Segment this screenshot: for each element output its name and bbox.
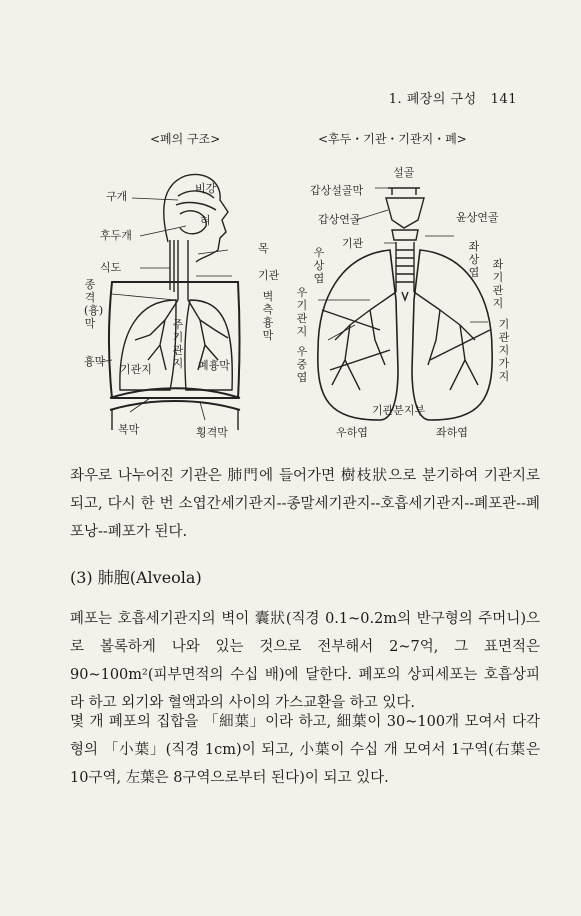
section-header: 1. 폐장의 구성 (388, 92, 477, 107)
right-lung-fissures (322, 310, 390, 370)
label-right-lower-lobe: 우하엽 (336, 426, 368, 439)
label-palate: 구개 (106, 190, 128, 203)
right-lung-outline (318, 250, 398, 420)
label-bronchus: 기관지 (120, 363, 152, 376)
paragraph-alveoli: 폐포는 호흡세기관지의 벽이 囊狀(직경 0.1~0.2m의 반구형의 주머니)으로 볼록하게 나와 있는 것으로 전부해서 2~7억, 그 표면적은 90~100m²(피부면적의 수십 배)에 달한다. 폐포의 상피세포는 호흡상피라 하고 외기와 혈액과의 사이의 가스교환을 하고 있다. (70, 611, 540, 711)
label-peritoneum: 복막 (118, 423, 140, 436)
label-main-bronchus: 주기관지 (172, 318, 184, 370)
label-neck: 목 (258, 242, 269, 255)
label-diaphragm: 횡격막 (196, 426, 228, 439)
label-trachea-left: 기관 (258, 269, 280, 282)
label-left-bronchus: 좌기관지 (492, 258, 504, 310)
left-figure-caption: <폐의 구조> (150, 132, 221, 146)
diaphragm-line (110, 388, 240, 410)
label-left-upper-lobe: 좌상엽 (468, 240, 480, 279)
trachea-tube (178, 240, 188, 300)
label-hyoid: 설골 (393, 166, 415, 179)
label-tongue: 혀 (200, 214, 211, 227)
label-parietal-pleura: 벽측흉막 (262, 290, 274, 342)
label-nasal: 비강 (195, 182, 217, 195)
right-lung (185, 300, 232, 390)
label-mediastinum: 종격(흉)막 (84, 278, 104, 330)
label-esophagus: 식도 (100, 261, 122, 274)
thyroid-cartilage (386, 198, 424, 228)
palate (176, 203, 216, 210)
label-cricoid: 윤상연골 (456, 211, 499, 224)
cricoid-cartilage (392, 230, 418, 240)
label-trachea-right: 기관 (342, 237, 364, 250)
hyoid-bone (388, 188, 420, 195)
right-figure-caption: <후두・기관・기관지・폐> (318, 132, 467, 146)
paragraph-acinus: 몇 개 폐포의 집합을 「細葉」이라 하고, 細葉이 30~100개 모여서 다각형의 「小葉」(직경 1cm)이 되고, 小葉이 수십 개 모여서 1구역(右葉은 10구역, 左葉은 8구역으로부터 된다)이 되고 있다. (70, 714, 540, 786)
left-lung-fissure (430, 330, 490, 360)
left-lung (120, 300, 176, 390)
paragraph-bronchi: 좌우로 나누어진 기관은 肺門에 들어가면 樹枝狀으로 분기하여 기관지로 되고, 다시 한 번 소엽간세기관지--종말세기관지--호흡세기관지--폐포관--폐포낭--폐포가 된다. (70, 468, 540, 540)
label-bifurcation: 기관분지부 (372, 404, 426, 417)
label-thyrohyoid: 갑상설골막 (310, 184, 364, 197)
label-right-middle-lobe: 우중엽 (296, 345, 308, 384)
label-left-lower-lobe: 좌하엽 (436, 426, 468, 439)
section-heading-alveola: (3) 肺胞(Alveola) (70, 568, 202, 587)
trachea-rings (396, 250, 414, 282)
label-right-bronchus: 우기관지 (296, 286, 308, 338)
page-number: 141 (490, 92, 517, 107)
label-thyroid: 갑상연골 (318, 213, 361, 226)
label-bronchial-branch: 기관지가지 (498, 318, 510, 383)
esophagus-tube (170, 240, 174, 292)
label-right-upper-lobe: 우상엽 (313, 246, 325, 285)
main-bronchi (370, 292, 440, 310)
label-visceral-pleura: 폐흉막 (198, 359, 230, 372)
label-pleura: 흉막 (84, 355, 106, 368)
label-epiglottis: 후두개 (100, 229, 132, 242)
